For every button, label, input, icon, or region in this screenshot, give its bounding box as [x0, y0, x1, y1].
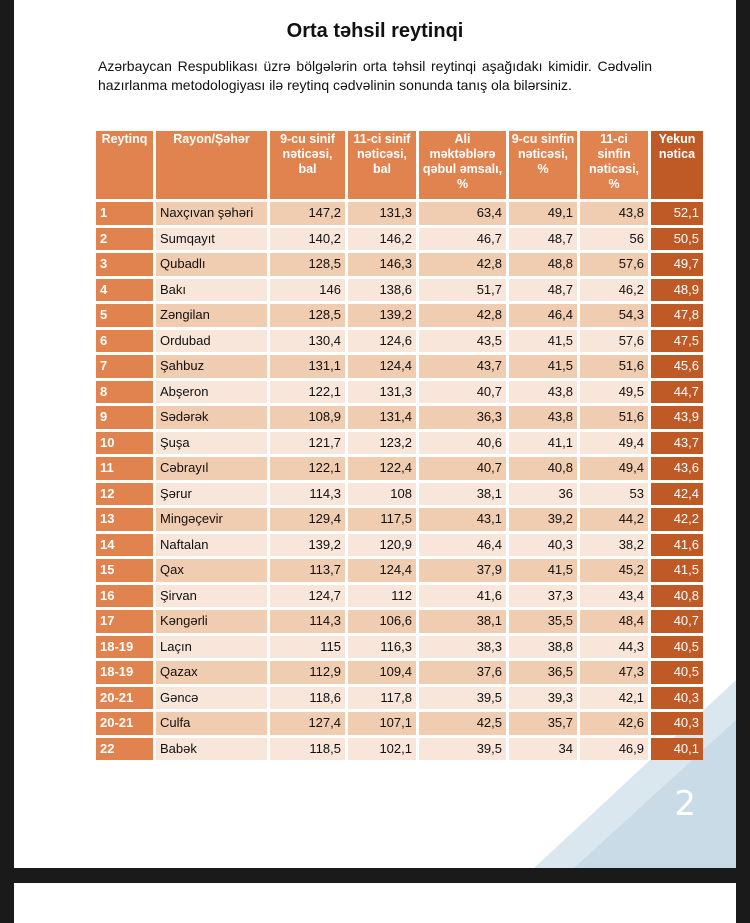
- cell-region: Abşeron: [156, 381, 267, 404]
- header-11th-grade-score: 11-ci sinif nəticəsi, bal: [348, 131, 416, 199]
- cell-admit: 42,5: [419, 712, 506, 735]
- table-row: [96, 687, 703, 710]
- cell-admit: 46,7: [419, 228, 506, 251]
- cell-p11: 49,4: [580, 432, 648, 455]
- cell-c9: 113,7: [270, 559, 345, 582]
- cell-c9: 118,6: [270, 687, 345, 710]
- cell-c11: 109,4: [348, 661, 416, 684]
- cell-p11: 54,3: [580, 304, 648, 327]
- page-number: 2: [674, 784, 696, 824]
- cell-region: Kəngərli: [156, 610, 267, 633]
- cell-admit: 46,4: [419, 534, 506, 557]
- cell-rank: 1: [96, 202, 153, 225]
- cell-region: Qubadlı: [156, 253, 267, 276]
- cell-c11: 146,3: [348, 253, 416, 276]
- cell-region: Babək: [156, 738, 267, 761]
- cell-p11: 57,6: [580, 253, 648, 276]
- cell-final-result: 41,6: [651, 534, 703, 557]
- cell-c9: 122,1: [270, 381, 345, 404]
- cell-c11: 112: [348, 585, 416, 608]
- cell-rank: 3: [96, 253, 153, 276]
- cell-rank: 12: [96, 483, 153, 506]
- table-row: [96, 738, 703, 761]
- cell-final-result: 41,5: [651, 559, 703, 582]
- cell-c11: 102,1: [348, 738, 416, 761]
- cell-p9: 41,5: [509, 355, 577, 378]
- cell-rank: 16: [96, 585, 153, 608]
- cell-admit: 36,3: [419, 406, 506, 429]
- cell-p11: 46,2: [580, 279, 648, 302]
- cell-final-result: 43,9: [651, 406, 703, 429]
- cell-region: Mingəçevir: [156, 508, 267, 531]
- cell-c11: 146,2: [348, 228, 416, 251]
- cell-final-result: 47,5: [651, 330, 703, 353]
- cell-admit: 51,7: [419, 279, 506, 302]
- table-row: [96, 610, 703, 633]
- cell-region: Qax: [156, 559, 267, 582]
- table-row: [96, 304, 703, 327]
- cell-p9: 35,5: [509, 610, 577, 633]
- cell-p9: 43,8: [509, 406, 577, 429]
- cell-region: Laçın: [156, 636, 267, 659]
- cell-c11: 117,8: [348, 687, 416, 710]
- cell-admit: 39,5: [419, 687, 506, 710]
- cell-p9: 49,1: [509, 202, 577, 225]
- cell-c11: 120,9: [348, 534, 416, 557]
- cell-admit: 43,5: [419, 330, 506, 353]
- cell-p9: 39,2: [509, 508, 577, 531]
- table-row: [96, 712, 703, 735]
- cell-region: Bakı: [156, 279, 267, 302]
- header-9th-grade-percent: 9-cu sinfin nəticəsi, %: [509, 131, 577, 199]
- cell-region: Sədərək: [156, 406, 267, 429]
- cell-c11: 117,5: [348, 508, 416, 531]
- table-header-row: [96, 131, 703, 199]
- cell-p11: 45,2: [580, 559, 648, 582]
- cell-c11: 131,3: [348, 202, 416, 225]
- cell-region: Şahbuz: [156, 355, 267, 378]
- cell-rank: 11: [96, 457, 153, 480]
- cell-p9: 48,7: [509, 279, 577, 302]
- header-rank: Reytinq: [96, 131, 153, 199]
- cell-c11: 106,6: [348, 610, 416, 633]
- cell-c11: 131,3: [348, 381, 416, 404]
- cell-final-result: 40,1: [651, 738, 703, 761]
- table-row: [96, 279, 703, 302]
- cell-final-result: 40,7: [651, 610, 703, 633]
- cell-p11: 53: [580, 483, 648, 506]
- cell-p9: 43,8: [509, 381, 577, 404]
- cell-rank: 15: [96, 559, 153, 582]
- cell-admit: 37,6: [419, 661, 506, 684]
- cell-p9: 41,5: [509, 330, 577, 353]
- cell-final-result: 40,3: [651, 687, 703, 710]
- cell-rank: 14: [96, 534, 153, 557]
- cell-c9: 108,9: [270, 406, 345, 429]
- cell-region: Şuşa: [156, 432, 267, 455]
- cell-p9: 40,8: [509, 457, 577, 480]
- cell-c11: 124,4: [348, 559, 416, 582]
- cell-c11: 108: [348, 483, 416, 506]
- cell-region: Naftalan: [156, 534, 267, 557]
- cell-final-result: 43,6: [651, 457, 703, 480]
- next-page-edge: [14, 883, 736, 923]
- table-row: [96, 457, 703, 480]
- cell-p9: 40,3: [509, 534, 577, 557]
- cell-admit: 63,4: [419, 202, 506, 225]
- cell-region: Ordubad: [156, 330, 267, 353]
- cell-c9: 147,2: [270, 202, 345, 225]
- cell-c9: 124,7: [270, 585, 345, 608]
- cell-p11: 49,5: [580, 381, 648, 404]
- cell-admit: 42,8: [419, 253, 506, 276]
- rating-table: [93, 128, 706, 763]
- cell-admit: 38,1: [419, 610, 506, 633]
- header-final-result: Yekun nətica: [651, 131, 703, 199]
- cell-c9: 127,4: [270, 712, 345, 735]
- header-region: Rayon/Şəhər: [156, 131, 267, 199]
- table-row: [96, 432, 703, 455]
- page-title: Orta təhsil reytinqi: [286, 20, 464, 42]
- cell-rank: 18-19: [96, 636, 153, 659]
- cell-admit: 37,9: [419, 559, 506, 582]
- cell-p9: 41,5: [509, 559, 577, 582]
- cell-c9: 130,4: [270, 330, 345, 353]
- cell-admit: 42,8: [419, 304, 506, 327]
- cell-c11: 124,4: [348, 355, 416, 378]
- cell-p11: 57,6: [580, 330, 648, 353]
- table-body: [96, 202, 703, 760]
- cell-admit: 38,1: [419, 483, 506, 506]
- cell-region: Şirvan: [156, 585, 267, 608]
- cell-p11: 38,2: [580, 534, 648, 557]
- cell-c9: 114,3: [270, 610, 345, 633]
- cell-final-result: 42,4: [651, 483, 703, 506]
- cell-final-result: 40,8: [651, 585, 703, 608]
- header-11th-grade-percent: 11-ci sinfin nəticəsi, %: [580, 131, 648, 199]
- cell-region: Qazax: [156, 661, 267, 684]
- cell-final-result: 47,8: [651, 304, 703, 327]
- cell-final-result: 42,2: [651, 508, 703, 531]
- table-row: [96, 253, 703, 276]
- cell-p9: 36,5: [509, 661, 577, 684]
- table-row: [96, 355, 703, 378]
- cell-admit: 41,6: [419, 585, 506, 608]
- header-admission-rate: Ali məktəblərə qəbul əmsalı, %: [419, 131, 506, 199]
- cell-c9: 122,1: [270, 457, 345, 480]
- cell-rank: 5: [96, 304, 153, 327]
- cell-rank: 6: [96, 330, 153, 353]
- cell-final-result: 50,5: [651, 228, 703, 251]
- cell-c9: 139,2: [270, 534, 345, 557]
- cell-rank: 4: [96, 279, 153, 302]
- cell-final-result: 52,1: [651, 202, 703, 225]
- cell-c9: 131,1: [270, 355, 345, 378]
- cell-c9: 121,7: [270, 432, 345, 455]
- cell-c9: 128,5: [270, 253, 345, 276]
- cell-c9: 115: [270, 636, 345, 659]
- cell-region: Zəngilan: [156, 304, 267, 327]
- cell-rank: 7: [96, 355, 153, 378]
- cell-p11: 49,4: [580, 457, 648, 480]
- cell-rank: 17: [96, 610, 153, 633]
- cell-c9: 114,3: [270, 483, 345, 506]
- cell-c11: 122,4: [348, 457, 416, 480]
- cell-p9: 48,7: [509, 228, 577, 251]
- cell-c9: 146: [270, 279, 345, 302]
- table-row: [96, 636, 703, 659]
- cell-p9: 36: [509, 483, 577, 506]
- cell-admit: 40,6: [419, 432, 506, 455]
- cell-p11: 48,4: [580, 610, 648, 633]
- cell-region: Şərur: [156, 483, 267, 506]
- cell-p11: 42,6: [580, 712, 648, 735]
- cell-p9: 37,3: [509, 585, 577, 608]
- cell-rank: 8: [96, 381, 153, 404]
- cell-c11: 123,2: [348, 432, 416, 455]
- document-page: [14, 0, 736, 868]
- cell-final-result: 40,5: [651, 661, 703, 684]
- cell-c9: 118,5: [270, 738, 345, 761]
- cell-rank: 20-21: [96, 712, 153, 735]
- cell-p11: 43,4: [580, 585, 648, 608]
- cell-c11: 138,6: [348, 279, 416, 302]
- cell-p9: 34: [509, 738, 577, 761]
- cell-rank: 20-21: [96, 687, 153, 710]
- intro-paragraph: Azərbaycan Respublikası üzrə bölgələrin orta təhsil reytinqi aşağıdakı kimidir. Cədvəlin hazırlanma metodologiyası ilə reytinq cədvəlinin sonunda tanış ola bilərsiniz.: [98, 58, 652, 93]
- cell-rank: 22: [96, 738, 153, 761]
- cell-final-result: 43,7: [651, 432, 703, 455]
- cell-final-result: 40,3: [651, 712, 703, 735]
- cell-c9: 128,5: [270, 304, 345, 327]
- cell-c11: 124,6: [348, 330, 416, 353]
- cell-final-result: 48,9: [651, 279, 703, 302]
- cell-p9: 41,1: [509, 432, 577, 455]
- cell-c9: 129,4: [270, 508, 345, 531]
- cell-c11: 131,4: [348, 406, 416, 429]
- table-row: [96, 508, 703, 531]
- cell-rank: 13: [96, 508, 153, 531]
- cell-final-result: 44,7: [651, 381, 703, 404]
- cell-admit: 38,3: [419, 636, 506, 659]
- table-row: [96, 559, 703, 582]
- cell-p11: 44,3: [580, 636, 648, 659]
- cell-final-result: 49,7: [651, 253, 703, 276]
- cell-p11: 42,1: [580, 687, 648, 710]
- cell-region: Culfa: [156, 712, 267, 735]
- cell-admit: 43,7: [419, 355, 506, 378]
- table-row: [96, 406, 703, 429]
- cell-p11: 51,6: [580, 355, 648, 378]
- cell-rank: 9: [96, 406, 153, 429]
- table-row: [96, 483, 703, 506]
- cell-p9: 38,8: [509, 636, 577, 659]
- cell-p9: 48,8: [509, 253, 577, 276]
- cell-p11: 56: [580, 228, 648, 251]
- cell-region: Cəbrayıl: [156, 457, 267, 480]
- table-row: [96, 534, 703, 557]
- table-row: [96, 330, 703, 353]
- cell-region: Gəncə: [156, 687, 267, 710]
- table-row: [96, 202, 703, 225]
- cell-p11: 44,2: [580, 508, 648, 531]
- cell-p11: 51,6: [580, 406, 648, 429]
- cell-p9: 35,7: [509, 712, 577, 735]
- cell-final-result: 45,6: [651, 355, 703, 378]
- cell-admit: 40,7: [419, 381, 506, 404]
- table-row: [96, 228, 703, 251]
- cell-rank: 2: [96, 228, 153, 251]
- cell-c9: 112,9: [270, 661, 345, 684]
- cell-p11: 43,8: [580, 202, 648, 225]
- table-row: [96, 585, 703, 608]
- cell-p9: 46,4: [509, 304, 577, 327]
- cell-p11: 47,3: [580, 661, 648, 684]
- cell-c9: 140,2: [270, 228, 345, 251]
- table-row: [96, 381, 703, 404]
- table-row: [96, 661, 703, 684]
- cell-c11: 107,1: [348, 712, 416, 735]
- cell-rank: 10: [96, 432, 153, 455]
- cell-c11: 139,2: [348, 304, 416, 327]
- cell-admit: 40,7: [419, 457, 506, 480]
- cell-rank: 18-19: [96, 661, 153, 684]
- cell-admit: 43,1: [419, 508, 506, 531]
- cell-region: Sumqayıt: [156, 228, 267, 251]
- header-9th-grade-score: 9-cu sinif nəticəsi, bal: [270, 131, 345, 199]
- cell-c11: 116,3: [348, 636, 416, 659]
- cell-region: Naxçıvan şəhəri: [156, 202, 267, 225]
- cell-p11: 46,9: [580, 738, 648, 761]
- cell-admit: 39,5: [419, 738, 506, 761]
- cell-p9: 39,3: [509, 687, 577, 710]
- cell-final-result: 40,5: [651, 636, 703, 659]
